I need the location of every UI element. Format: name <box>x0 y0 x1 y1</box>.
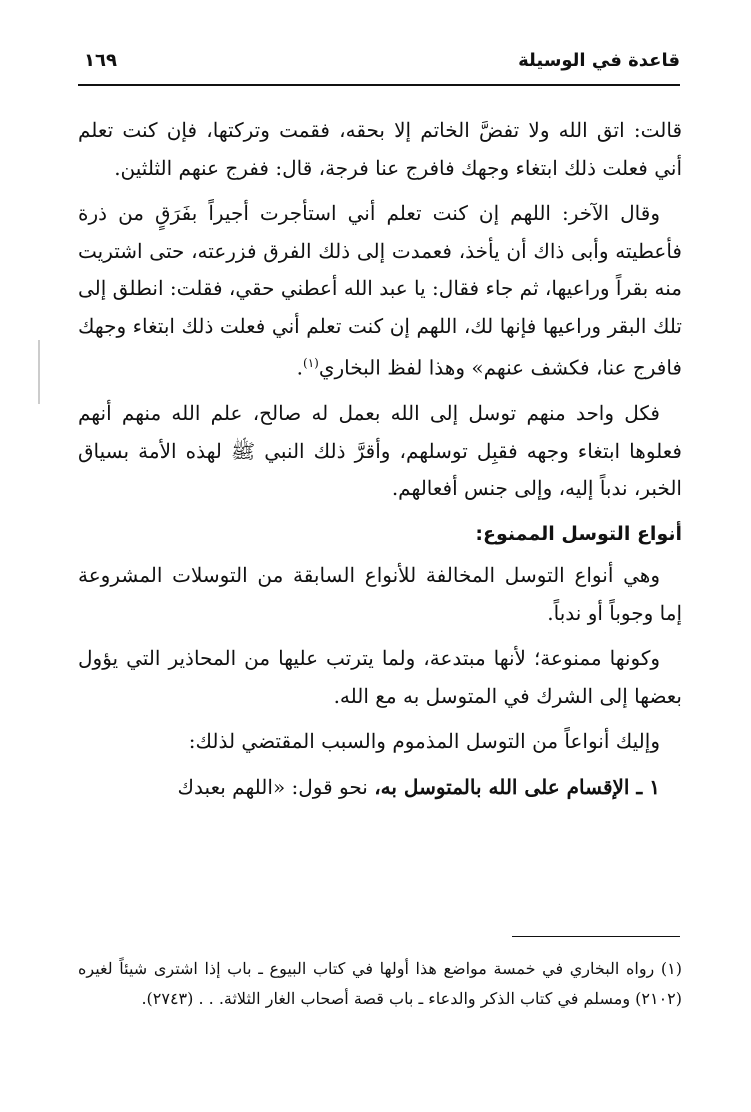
page-header <box>78 48 680 86</box>
footnote <box>78 954 682 1014</box>
paragraph-2 <box>78 195 682 387</box>
paragraph-3: فكل واحد منهم توسل إلى الله بعمل له صالح، علم الله منهم أنهم فعلوها ابتغاء وجهه فقبِل توسلهم، وأقرَّ ذلك النبي ﷺ لهذه الأمة بسياق الخبر، ندباً إليه، وإلى جنس أفعالهم. <box>78 401 682 501</box>
paragraph-5: وكونها ممنوعة؛ لأنها مبتدعة، ولما يترتب عليها من المحاذير التي يؤول بعضها إلى الشرك في المتوسل به مع الله. <box>78 646 682 708</box>
paragraph-2-end: . <box>296 355 303 380</box>
margin-pencil-mark <box>38 340 40 404</box>
footnote-separator <box>512 936 680 937</box>
list-item-1 <box>78 769 682 807</box>
list-item-1-bold: ١ ـ الإقسام على الله بالمتوسل به، <box>374 774 660 799</box>
paragraph-6: وإليك أنواعاً من التوسل المذموم والسبب المقتضي لذلك: <box>188 729 660 754</box>
footnote-text: (١) رواه البخاري في خمسة مواضع هذا أولها في كتاب البيوع ـ باب إذا اشترى شيئاً لغيره (٢١٠٢) ومسلم في كتاب الذكر والدعاء ـ باب قصة أصحاب الغار الثلاثة. . . (٢٧٤٣). <box>78 959 682 1008</box>
page-number: ١٦٩ <box>84 50 117 71</box>
main-text <box>78 112 682 814</box>
paragraph-2-text: وقال الآخر: اللهم إن كنت تعلم أني استأجرت أجيراً بفَرَقٍ من ذرة فأعطيته وأبى ذاك أن يأخذ، فعمدت إلى ذلك الفرق فزرعته، حتى اشتريت منه بقراً وراعيها، ثم جاء فقال: يا عبد الله أعطني حقي، فقلت: انطلق إلى تلك البقر وراعيها فإنها لك، اللهم إن كنت تعلم أني فعلت ذلك ابتغاء وجهك فافرج عنا، فكشف عنهم» وهذا لفظ البخاري <box>78 201 682 380</box>
list-item-1-text: نحو قول: «اللهم بعبدك <box>177 774 375 799</box>
paragraph-4: وهي أنواع التوسل المخالفة للأنواع السابقة من التوسلات المشروعة إما وجوباً أو ندباً. <box>78 563 682 625</box>
footnote-marker: (١) <box>303 356 319 370</box>
paragraph-1: قالت: اتق الله ولا تفضَّ الخاتم إلا بحقه، فقمت وتركتها، فإن كنت تعلم أني فعلت ذلك ابتغاء وجهك فافرج عنا فرجة، قال: ففرج عنهم الثلثين. <box>78 118 682 180</box>
running-title: قاعدة في الوسيلة <box>518 50 680 71</box>
section-heading: أنواع التوسل الممنوع: <box>475 522 682 545</box>
